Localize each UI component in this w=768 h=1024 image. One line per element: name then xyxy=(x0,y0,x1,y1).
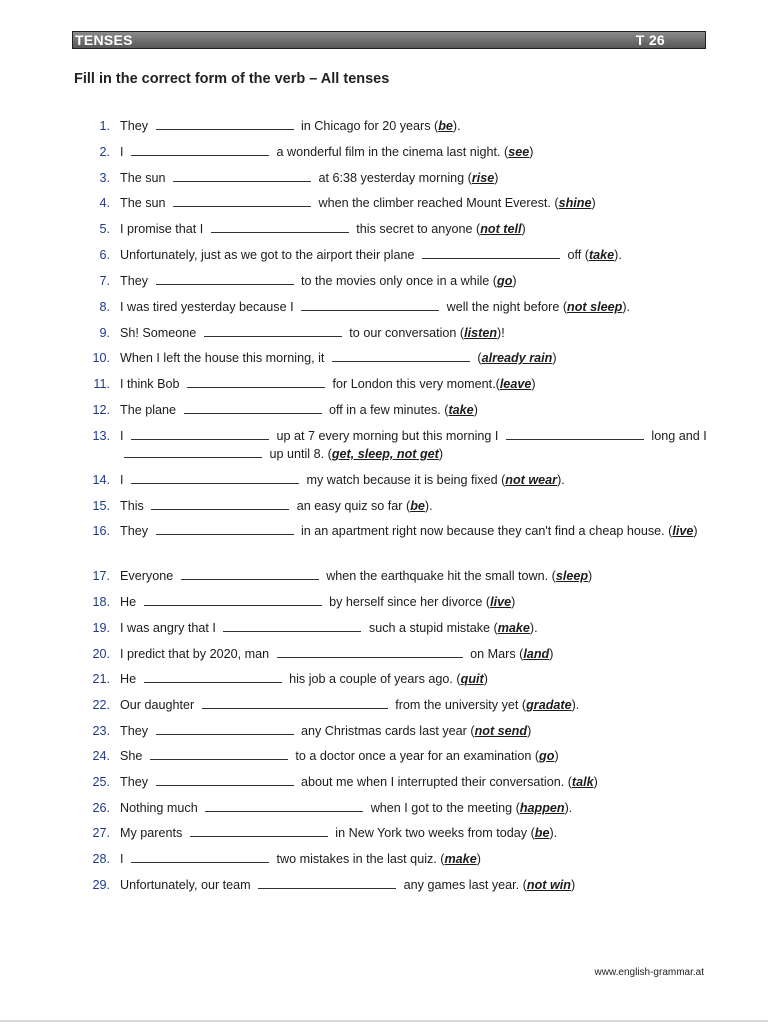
answer-blank[interactable] xyxy=(211,220,349,233)
exercise-sentence xyxy=(120,567,710,585)
answer-blank[interactable] xyxy=(150,747,288,760)
exercise-sentence xyxy=(120,722,710,740)
sentence-text: up at 7 every morning but this morning I xyxy=(273,429,502,443)
exercise-number: 16. xyxy=(92,524,110,538)
sentence-text: The sun xyxy=(120,196,170,210)
sentence-text: I xyxy=(120,852,127,866)
sentence-text: ) xyxy=(549,647,554,661)
exercise-sentence xyxy=(120,876,710,894)
footer-url: www.english-grammar.at xyxy=(594,967,704,978)
sentence-text: When I left the house this morning, it xyxy=(120,351,328,365)
bottom-divider xyxy=(0,1020,768,1022)
sentence-text: ) xyxy=(588,569,593,583)
exercise-sentence xyxy=(120,824,710,842)
exercise-sentence xyxy=(120,143,710,161)
exercise-number: 5. xyxy=(99,222,110,236)
sentence-text: by herself since her divorce ( xyxy=(325,595,491,609)
sentence-text: to our conversation ( xyxy=(345,326,465,340)
verb-hint: go xyxy=(539,749,555,763)
sentence-text: They xyxy=(120,775,152,789)
verb-hint: not win xyxy=(526,878,571,892)
verb-hint: make xyxy=(497,621,530,635)
answer-blank[interactable] xyxy=(151,497,289,510)
exercise-sentence xyxy=(120,747,710,765)
verb-hint: see xyxy=(508,145,530,159)
verb-hint: talk xyxy=(571,775,594,789)
verb-hint: be xyxy=(438,119,453,133)
sentence-text: this secret to anyone ( xyxy=(352,222,481,236)
exercise-number: 24. xyxy=(92,749,110,763)
exercise-sentence xyxy=(120,169,710,187)
sentence-text: on Mars ( xyxy=(466,647,524,661)
exercise-number: 8. xyxy=(99,300,110,314)
sentence-text: my watch because it is being fixed ( xyxy=(303,473,506,487)
sentence-text: about me when I interrupted their conversation. ( xyxy=(297,775,572,789)
sentence-text: ). xyxy=(549,826,558,840)
sentence-text: to a doctor once a year for an examination ( xyxy=(291,749,540,763)
sentence-text: long and I xyxy=(647,429,707,443)
verb-hint: get, sleep, not get xyxy=(331,447,439,461)
sentence-text: I promise that I xyxy=(120,222,207,236)
sentence-text: ). xyxy=(529,621,538,635)
answer-blank[interactable] xyxy=(202,696,388,709)
sentence-text: They xyxy=(120,524,152,538)
answer-blank[interactable] xyxy=(506,427,644,440)
exercise-sentence xyxy=(120,799,710,817)
verb-hint: listen xyxy=(464,326,498,340)
sentence-text: two mistakes in the last quiz. ( xyxy=(273,852,445,866)
sentence-text: ). xyxy=(622,300,631,314)
verb-hint: quit xyxy=(460,672,484,686)
sentence-text: ) xyxy=(476,852,481,866)
exercise-number: 27. xyxy=(92,826,110,840)
sentence-text: I was angry that I xyxy=(120,621,220,635)
sentence-text: ) xyxy=(552,351,557,365)
sentence-text: ). xyxy=(564,801,573,815)
answer-blank[interactable] xyxy=(205,799,363,812)
verb-hint: sleep xyxy=(555,569,589,583)
sentence-text: ) xyxy=(473,403,478,417)
answer-blank[interactable] xyxy=(156,272,294,285)
sentence-text: Nothing much xyxy=(120,801,202,815)
sentence-text: She xyxy=(120,749,146,763)
verb-hint: be xyxy=(534,826,550,840)
sentence-text: Unfortunately, our team xyxy=(120,878,255,892)
verb-hint: be xyxy=(410,499,425,513)
exercise-number: 25. xyxy=(92,775,110,789)
sentence-text: ). xyxy=(614,248,622,262)
exercise-number: 19. xyxy=(92,621,110,635)
answer-blank[interactable] xyxy=(332,349,470,362)
answer-blank[interactable] xyxy=(422,246,560,259)
sentence-text: well the night before ( xyxy=(443,300,568,314)
sentence-text: any games last year. ( xyxy=(400,878,527,892)
sentence-text: ) xyxy=(693,524,698,538)
exercise-number: 18. xyxy=(92,595,110,609)
exercise-number: 13. xyxy=(92,429,110,443)
sentence-text: ) xyxy=(554,749,559,763)
exercise-number: 23. xyxy=(92,724,110,738)
sentence-text: a wonderful film in the cinema last night. ( xyxy=(273,145,509,159)
sentence-text: any Christmas cards last year ( xyxy=(297,724,475,738)
sentence-text: Everyone xyxy=(120,569,177,583)
sentence-text: ) xyxy=(521,222,526,236)
sentence-text: ) xyxy=(531,377,536,391)
sentence-text: when I got to the meeting ( xyxy=(367,801,520,815)
sentence-text: ) xyxy=(593,775,598,789)
exercise-number: 14. xyxy=(92,473,110,487)
answer-blank[interactable] xyxy=(156,722,294,735)
exercise-sentence xyxy=(120,246,710,264)
sentence-text: off in a few minutes. ( xyxy=(325,403,449,417)
exercise-sentence xyxy=(120,298,710,316)
sentence-text: I xyxy=(120,473,127,487)
exercise-number: 9. xyxy=(99,326,110,340)
sentence-text: The plane xyxy=(120,403,180,417)
verb-hint: take xyxy=(448,403,474,417)
sentence-text: ). xyxy=(571,698,580,712)
sentence-text: in an apartment right now because they can't find a cheap house. ( xyxy=(297,524,673,538)
verb-hint: live xyxy=(672,524,694,538)
sentence-text: in New York two weeks from today ( xyxy=(331,826,535,840)
verb-hint: make xyxy=(444,852,477,866)
sentence-text: for London this very moment.( xyxy=(329,377,500,391)
sentence-text: ) xyxy=(512,274,517,288)
exercise-number: 4. xyxy=(99,196,110,210)
exercise-number: 12. xyxy=(92,403,110,417)
answer-blank[interactable] xyxy=(223,619,361,632)
exercise-sentence xyxy=(120,427,710,463)
sentence-text: They xyxy=(120,274,152,288)
sentence-text: The sun xyxy=(120,171,170,185)
exercise-sentence xyxy=(120,696,710,714)
exercise-sentence xyxy=(120,324,710,342)
sentence-text: Sh! Someone xyxy=(120,326,200,340)
exercise-sentence xyxy=(120,645,710,663)
sentence-text: They xyxy=(120,119,152,133)
sentence-text: He xyxy=(120,595,140,609)
exercise-sentence xyxy=(120,194,710,212)
verb-hint: shine xyxy=(558,196,592,210)
answer-blank[interactable] xyxy=(124,445,262,458)
sentence-text: his job a couple of years ago. ( xyxy=(285,672,461,686)
answer-blank[interactable] xyxy=(184,401,322,414)
sentence-text: ) xyxy=(511,595,516,609)
exercise-number: 2. xyxy=(99,145,110,159)
exercise-sentence xyxy=(120,375,710,393)
exercise-sentence xyxy=(120,401,710,419)
sentence-text: when the earthquake hit the small town. ( xyxy=(322,569,556,583)
sentence-text: ) xyxy=(438,447,444,461)
sentence-text: )! xyxy=(497,326,505,340)
sentence-text: to the movies only once in a while ( xyxy=(297,274,498,288)
exercise-number: 26. xyxy=(92,801,110,815)
exercise-number: 11. xyxy=(93,377,110,391)
answer-blank[interactable] xyxy=(156,522,294,535)
sentence-text: ). xyxy=(557,473,565,487)
sentence-text: I was tired yesterday because I xyxy=(120,300,298,314)
exercise-sentence xyxy=(120,272,710,290)
sentence-text: I predict that by 2020, man xyxy=(120,647,273,661)
verb-hint: live xyxy=(490,595,512,609)
sentence-text: Unfortunately, just as we got to the airport their plane xyxy=(120,248,418,262)
exercise-sentence xyxy=(120,497,710,515)
exercise-number: 28. xyxy=(92,852,110,866)
sentence-text: They xyxy=(120,724,152,738)
answer-blank[interactable] xyxy=(258,876,396,889)
answer-blank[interactable] xyxy=(144,593,322,606)
exercise-number: 20. xyxy=(92,647,110,661)
verb-hint: not sleep xyxy=(567,300,623,314)
sentence-text: ) xyxy=(591,196,596,210)
header-left-label: TENSES xyxy=(75,32,133,48)
header-bar xyxy=(72,31,706,49)
sentence-text: ) xyxy=(483,672,488,686)
exercise-sentence xyxy=(120,471,710,489)
sentence-text: ) xyxy=(527,724,532,738)
sentence-text: an easy quiz so far ( xyxy=(293,499,411,513)
exercise-number: 6. xyxy=(99,248,110,262)
verb-hint: already rain xyxy=(481,351,553,365)
sentence-text: up until 8. ( xyxy=(266,447,332,461)
exercise-number: 22. xyxy=(92,698,110,712)
answer-blank[interactable] xyxy=(187,375,325,388)
sentence-text: I think Bob xyxy=(120,377,184,391)
answer-blank[interactable] xyxy=(131,427,269,440)
answer-blank[interactable] xyxy=(156,117,294,130)
sentence-text: in Chicago for 20 years ( xyxy=(297,119,439,133)
answer-blank[interactable] xyxy=(301,298,439,311)
sentence-text: I xyxy=(120,429,127,443)
sentence-text: ( xyxy=(473,351,482,365)
answer-blank[interactable] xyxy=(156,773,294,786)
exercise-sentence xyxy=(120,773,710,791)
exercise-number: 21. xyxy=(92,672,110,686)
verb-hint: go xyxy=(497,274,513,288)
answer-blank[interactable] xyxy=(173,169,311,182)
answer-blank[interactable] xyxy=(190,824,328,837)
sentence-text: This xyxy=(120,499,148,513)
sentence-text: ). xyxy=(424,499,433,513)
verb-hint: gradate xyxy=(526,698,572,712)
exercise-number: 17. xyxy=(92,569,110,583)
exercise-number: 10. xyxy=(92,351,110,365)
verb-hint: rise xyxy=(471,171,495,185)
answer-blank[interactable] xyxy=(131,143,269,156)
verb-hint: take xyxy=(588,248,615,262)
answer-blank[interactable] xyxy=(131,850,269,863)
header-right-label: T 26 xyxy=(635,32,665,48)
answer-blank[interactable] xyxy=(131,471,299,484)
sentence-text: at 6:38 yesterday morning ( xyxy=(315,171,472,185)
sentence-text: such a stupid mistake ( xyxy=(365,621,498,635)
sentence-text: ). xyxy=(452,119,461,133)
answer-blank[interactable] xyxy=(173,194,311,207)
sentence-text: Our daughter xyxy=(120,698,198,712)
answer-blank[interactable] xyxy=(204,324,342,337)
verb-hint: happen xyxy=(519,801,565,815)
exercise-sentence xyxy=(120,619,710,637)
exercise-number: 15. xyxy=(92,499,110,513)
answer-blank[interactable] xyxy=(277,645,463,658)
answer-blank[interactable] xyxy=(144,670,282,683)
exercise-number: 7. xyxy=(99,274,110,288)
exercise-number: 3. xyxy=(99,171,110,185)
exercise-number: 1. xyxy=(99,119,110,133)
exercise-sentence xyxy=(120,522,710,540)
sentence-text: ) xyxy=(494,171,499,185)
sentence-text: from the university yet ( xyxy=(391,698,527,712)
sentence-text: off ( xyxy=(563,248,589,262)
sentence-text: ) xyxy=(570,878,576,892)
page-title: Fill in the correct form of the verb – All tenses xyxy=(74,71,390,87)
exercise-sentence xyxy=(120,670,710,688)
exercise-sentence xyxy=(120,349,710,367)
exercise-sentence xyxy=(120,117,710,135)
sentence-text: My parents xyxy=(120,826,186,840)
exercise-sentence xyxy=(120,220,710,238)
exercise-number: 29. xyxy=(92,878,110,892)
exercise-sentence xyxy=(120,850,710,868)
verb-hint: not wear xyxy=(505,473,558,487)
verb-hint: leave xyxy=(499,377,532,391)
verb-hint: land xyxy=(523,647,550,661)
sentence-text: when the climber reached Mount Everest. ( xyxy=(315,196,559,210)
answer-blank[interactable] xyxy=(181,567,319,580)
sentence-text: He xyxy=(120,672,140,686)
sentence-text: ) xyxy=(529,145,534,159)
verb-hint: not send xyxy=(474,724,528,738)
sentence-text: I xyxy=(120,145,127,159)
exercise-sentence xyxy=(120,593,710,611)
verb-hint: not tell xyxy=(480,222,522,236)
